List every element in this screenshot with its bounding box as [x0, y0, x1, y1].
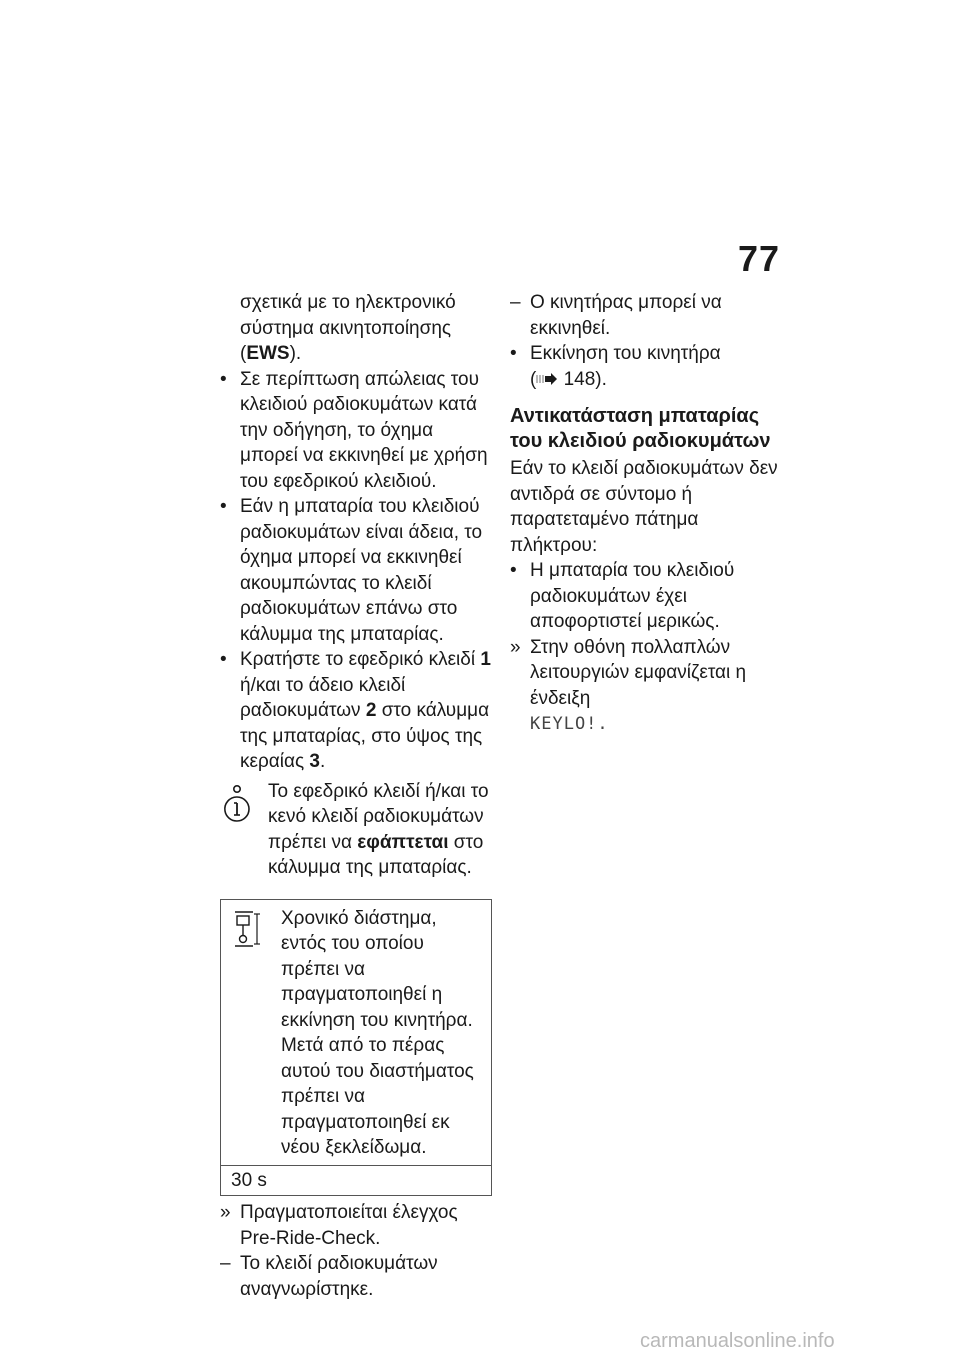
page-number: 77 [738, 238, 781, 279]
info-text [220, 779, 495, 881]
callout-number-2: 2 [365, 700, 377, 721]
timer-description-cell [221, 900, 491, 1165]
timer-description: Χρονικό διάστημα, εντός του οποίου πρέπει να πραγματοποιηθεί η εκκίνηση του κινητήρα. Μετά από το πέρας αυτού του διαστήματος πρέπει να πραγματοποιηθεί εκ νέου ξεκλείδωμα. [281, 907, 474, 1158]
result-arrow-icon: » [510, 636, 521, 658]
timer-value: 30 s [221, 1165, 491, 1196]
bullet-icon: • [220, 368, 227, 390]
info-note [220, 779, 495, 881]
bullet-text: Εκκίνηση του κινητήρα [530, 343, 721, 364]
bullet-item [510, 341, 785, 392]
section-heading: Αντικατάσταση μπαταρίας του κλειδιού ραδιοκυμάτων [510, 405, 771, 452]
left-column [220, 290, 495, 1302]
dash-text: Ο κινητήρας μπορεί να εκκινηθεί. [530, 292, 722, 339]
bullet-icon: • [510, 560, 517, 581]
bullet-icon: • [220, 496, 227, 517]
result-item [510, 635, 785, 738]
paren-open: ( [530, 368, 537, 390]
display-code: KEYLO!. [530, 714, 609, 734]
right-column [510, 290, 785, 738]
bullet-item [220, 494, 495, 647]
bullet-text: Σε περίπτωση απώλειας του κλειδιού ραδιοκυμάτων κατά την οδήγηση, το όχημα μπορεί να εκκινηθεί με χρήση του εφεδρικού κλειδιού. [240, 368, 488, 492]
bullet-item [510, 558, 785, 635]
intro-paragraph [220, 290, 495, 367]
intro-text: σχετικά με το ηλεκτρονικό σύστημα ακινητοποίησης ( [240, 292, 456, 364]
bullet-icon: • [510, 343, 517, 364]
info-text-bold: εφάπτεται [357, 831, 449, 853]
info-icon [220, 783, 254, 823]
bullet-item [220, 647, 495, 775]
dash-text: Το κλειδί ραδιοκυμάτων αναγνωρίστηκε. [240, 1253, 438, 1300]
result-text: Πραγματοποιείται έλεγχος Pre-Ride-Check. [240, 1202, 458, 1249]
callout-number-3: 3 [309, 751, 320, 772]
result-item [220, 1200, 495, 1251]
dash-icon: – [220, 1253, 231, 1274]
info-text-b: στο κάλυμμα της μπαταρίας. [268, 831, 484, 878]
timer-table [220, 899, 492, 1197]
bullet-text: Η μπαταρία του κλειδιού ραδιοκυμάτων έχει αποφορτιστεί μερικώς. [530, 560, 735, 632]
watermark: carmanualsonline.info [640, 1330, 835, 1352]
timer-icon [233, 910, 261, 948]
result-text: Στην οθόνη πολλαπλών λειτουργιών εμφανίζεται η ένδειξη [530, 636, 747, 709]
bullet-text-a: Κρατήστε το εφεδρικό κλειδί [240, 649, 481, 670]
page-reference-arrow-icon[interactable] [536, 372, 558, 386]
info-text-a: Το εφεδρικό κλειδί ή/και το κενό κλειδί ραδιοκυμάτων πρέπει να [268, 780, 489, 853]
bullet-text-c: στο κάλυμμα της μπαταρίας, στο ύψος της κεραίας [240, 700, 490, 772]
dash-icon: – [510, 292, 521, 313]
bullet-icon: • [220, 649, 227, 670]
result-arrow-icon: » [220, 1202, 231, 1223]
bullet-item [220, 367, 495, 495]
section-paragraph: Εάν το κλειδί ραδιοκυμάτων δεν αντιδρά σε σύντομο ή παρατεταμένο πάτημα πλήκτρου: [510, 458, 778, 556]
callout-number-1: 1 [480, 649, 491, 670]
intro-end: ). [289, 343, 302, 364]
dash-item [220, 1251, 495, 1302]
dash-item [510, 290, 785, 341]
bullet-text-d: . [319, 751, 326, 772]
bullet-text: Εάν η μπαταρία του κλειδιού ραδιοκυμάτων είναι άδεια, το όχημα μπορεί να εκκινηθεί ακουμπώντας το κλειδί ραδιοκυμάτων επάνω στο κάλυμμα της μπαταρίας. [240, 496, 483, 645]
ews-label: EWS [246, 343, 290, 364]
bullet-text-b: ή/και το άδειο κλειδί ραδιοκυμάτων [240, 674, 406, 721]
page-reference[interactable]: 148). [563, 368, 607, 390]
